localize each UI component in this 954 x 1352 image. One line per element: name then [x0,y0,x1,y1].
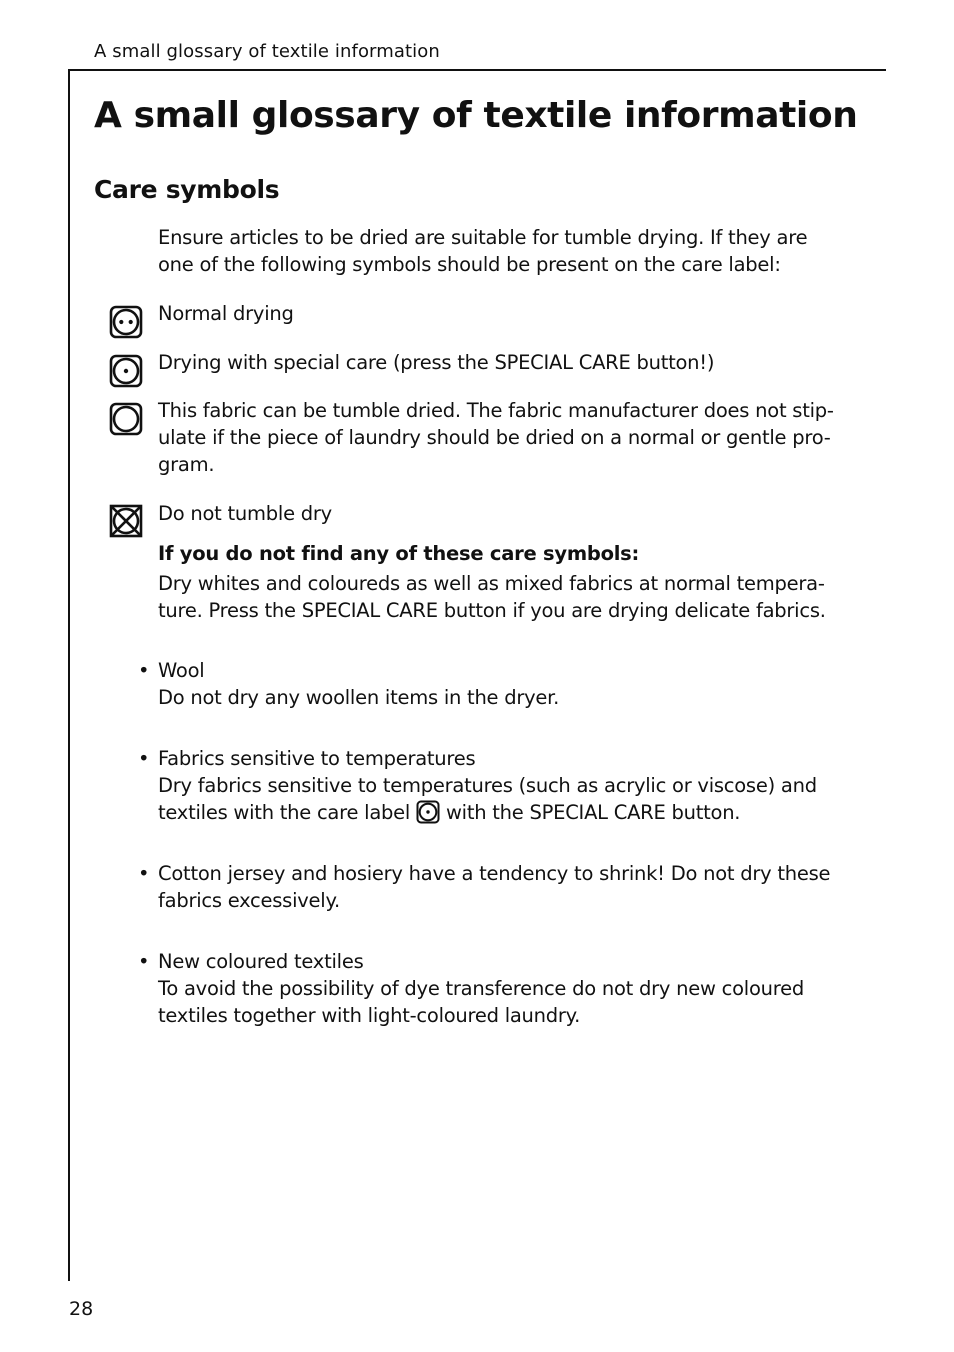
bullet-text-part: with the SPECIAL CARE button. [445,801,741,824]
bullet-text: Dry fabrics sensitive to temperatures (such as acrylic or viscose) and [158,774,817,797]
bullet-title: Wool [158,659,205,682]
bullet-text: fabrics excessively. [158,889,340,912]
do-not-tumble-dry-icon [109,504,143,538]
bullet-text: Do not dry any woollen items in the dryer. [158,686,560,709]
section-heading-care-symbols: Care symbols [94,175,280,204]
symbol-text: Normal drying [158,302,294,325]
no-symbols-line: Dry whites and coloureds as well as mixed fabrics at normal tempera- [158,572,825,595]
bullet-cotton [158,860,863,914]
bullet-wool [158,657,863,711]
bullet-text-part: textiles with the care label [158,801,411,824]
intro-line: one of the following symbols should be present on the care label: [158,253,781,276]
tumble-dry-special-care-icon [416,800,440,824]
tumble-dry-special-care-icon [109,354,143,388]
symbol-text: ulate if the piece of laundry should be dried on a normal or gentle pro- [158,426,831,449]
bullet-new-coloured [158,948,863,1029]
symbol-description-allowed [158,397,863,478]
tumble-dry-allowed-icon [109,402,143,436]
page-number: 28 [69,1298,94,1320]
no-symbols-line: ture. Press the SPECIAL CARE button if you are drying delicate fabrics. [158,599,826,622]
bullet-text: To avoid the possibility of dye transference do not dry new coloured [158,977,804,1000]
bullet-title: New coloured textiles [158,950,364,973]
no-symbols-paragraph [158,570,863,624]
intro-line: Ensure articles to be dried are suitable for tumble drying. If they are [158,226,808,249]
bullet-temperature [158,745,863,826]
intro-paragraph [158,224,863,278]
running-header: A small glossary of textile information [94,41,440,62]
symbol-text: This fabric can be tumble dried. The fabric manufacturer does not stip- [158,399,834,422]
bullet-marker: • [138,950,150,973]
no-symbols-heading-text: If you do not find any of these care symbols: [158,542,640,565]
margin-rule [68,69,70,1281]
symbol-description-normal [158,300,863,327]
symbol-description-special-care [158,349,863,376]
bullet-marker: • [138,862,150,885]
symbol-description-do-not-dry [158,500,863,527]
header-rule [68,69,886,71]
no-symbols-heading [158,540,863,567]
symbol-text: gram. [158,453,215,476]
symbol-text: Drying with special care (press the SPECIAL CARE button!) [158,351,715,374]
bullet-text: textiles together with light-coloured laundry. [158,1004,581,1027]
symbol-text: Do not tumble dry [158,502,332,525]
page-title: A small glossary of textile information [94,95,858,136]
bullet-title: Fabrics sensitive to temperatures [158,747,476,770]
tumble-dry-normal-icon [109,305,143,339]
bullet-text: Cotton jersey and hosiery have a tendency to shrink! Do not dry these [158,862,831,885]
bullet-marker: • [138,659,150,682]
bullet-text-with-icon [158,799,863,826]
bullet-marker: • [138,747,150,770]
